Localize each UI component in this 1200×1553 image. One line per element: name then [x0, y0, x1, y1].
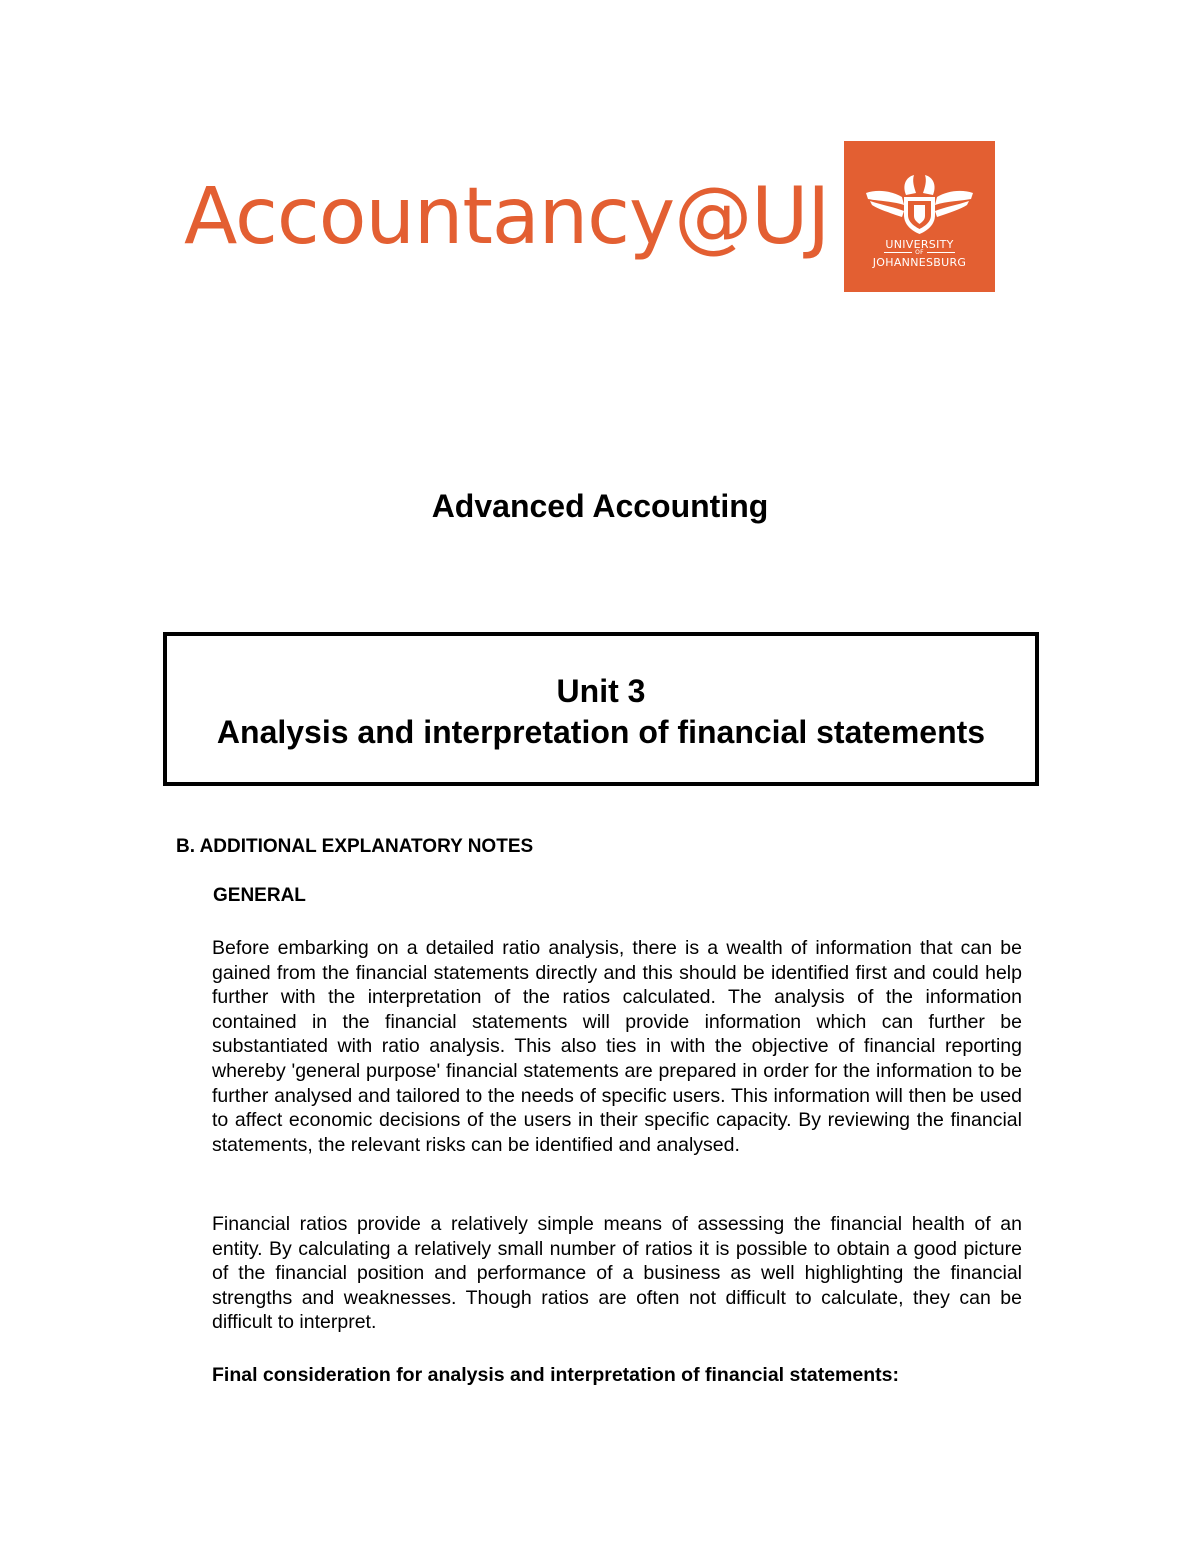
section-heading: B. ADDITIONAL EXPLANATORY NOTES	[176, 836, 534, 857]
university-logo	[844, 141, 995, 292]
paragraph: Before embarking on a detailed ratio analysis, there is a wealth of information that can be gained from the financial statements directly and this should be identified first and could help further with the interpretation of the ratios calculated. The analysis of the information contained in the financial statements will provide information which can further be substantiated with ratio analysis. This also ties in with the objective of financial reporting whereby 'general purpose' financial statements are prepared in order for the information to be further analysed and tailored to the needs of specific users. This information will then be used to affect economic decisions of the users in their specific capacity. By reviewing the financial statements, the relevant risks can be identified and analysed.	[212, 937, 1022, 1156]
hoopoe-crest-icon	[844, 141, 995, 292]
final-consideration-heading: Final consideration for analysis and interpretation of financial statements:	[212, 1364, 899, 1386]
unit-number: Unit 3	[556, 673, 646, 709]
logo-of-text: OF	[915, 249, 924, 256]
course-title: Advanced Accounting	[431, 488, 769, 524]
unit-title-box	[163, 632, 1039, 786]
subsection-heading: GENERAL	[213, 885, 306, 906]
logo-university-text: UNIVERSITY	[885, 238, 954, 251]
brand-wordmark: Accountancy@UJ	[184, 172, 830, 262]
logo-johannesburg-text: JOHANNESBURG	[872, 256, 967, 269]
unit-title: Analysis and interpretation of financial statements	[216, 714, 986, 750]
logo-rule-right	[927, 252, 955, 253]
paragraph: Financial ratios provide a relatively simple means of assessing the financial health of an entity. By calculating a relatively small number of ratios it is possible to obtain a good picture of the financial position and performance of a business as well highlighting the financial strengths and weaknesses. Though ratios are often not difficult to calculate, they can be difficult to interpret.	[212, 1213, 1022, 1334]
